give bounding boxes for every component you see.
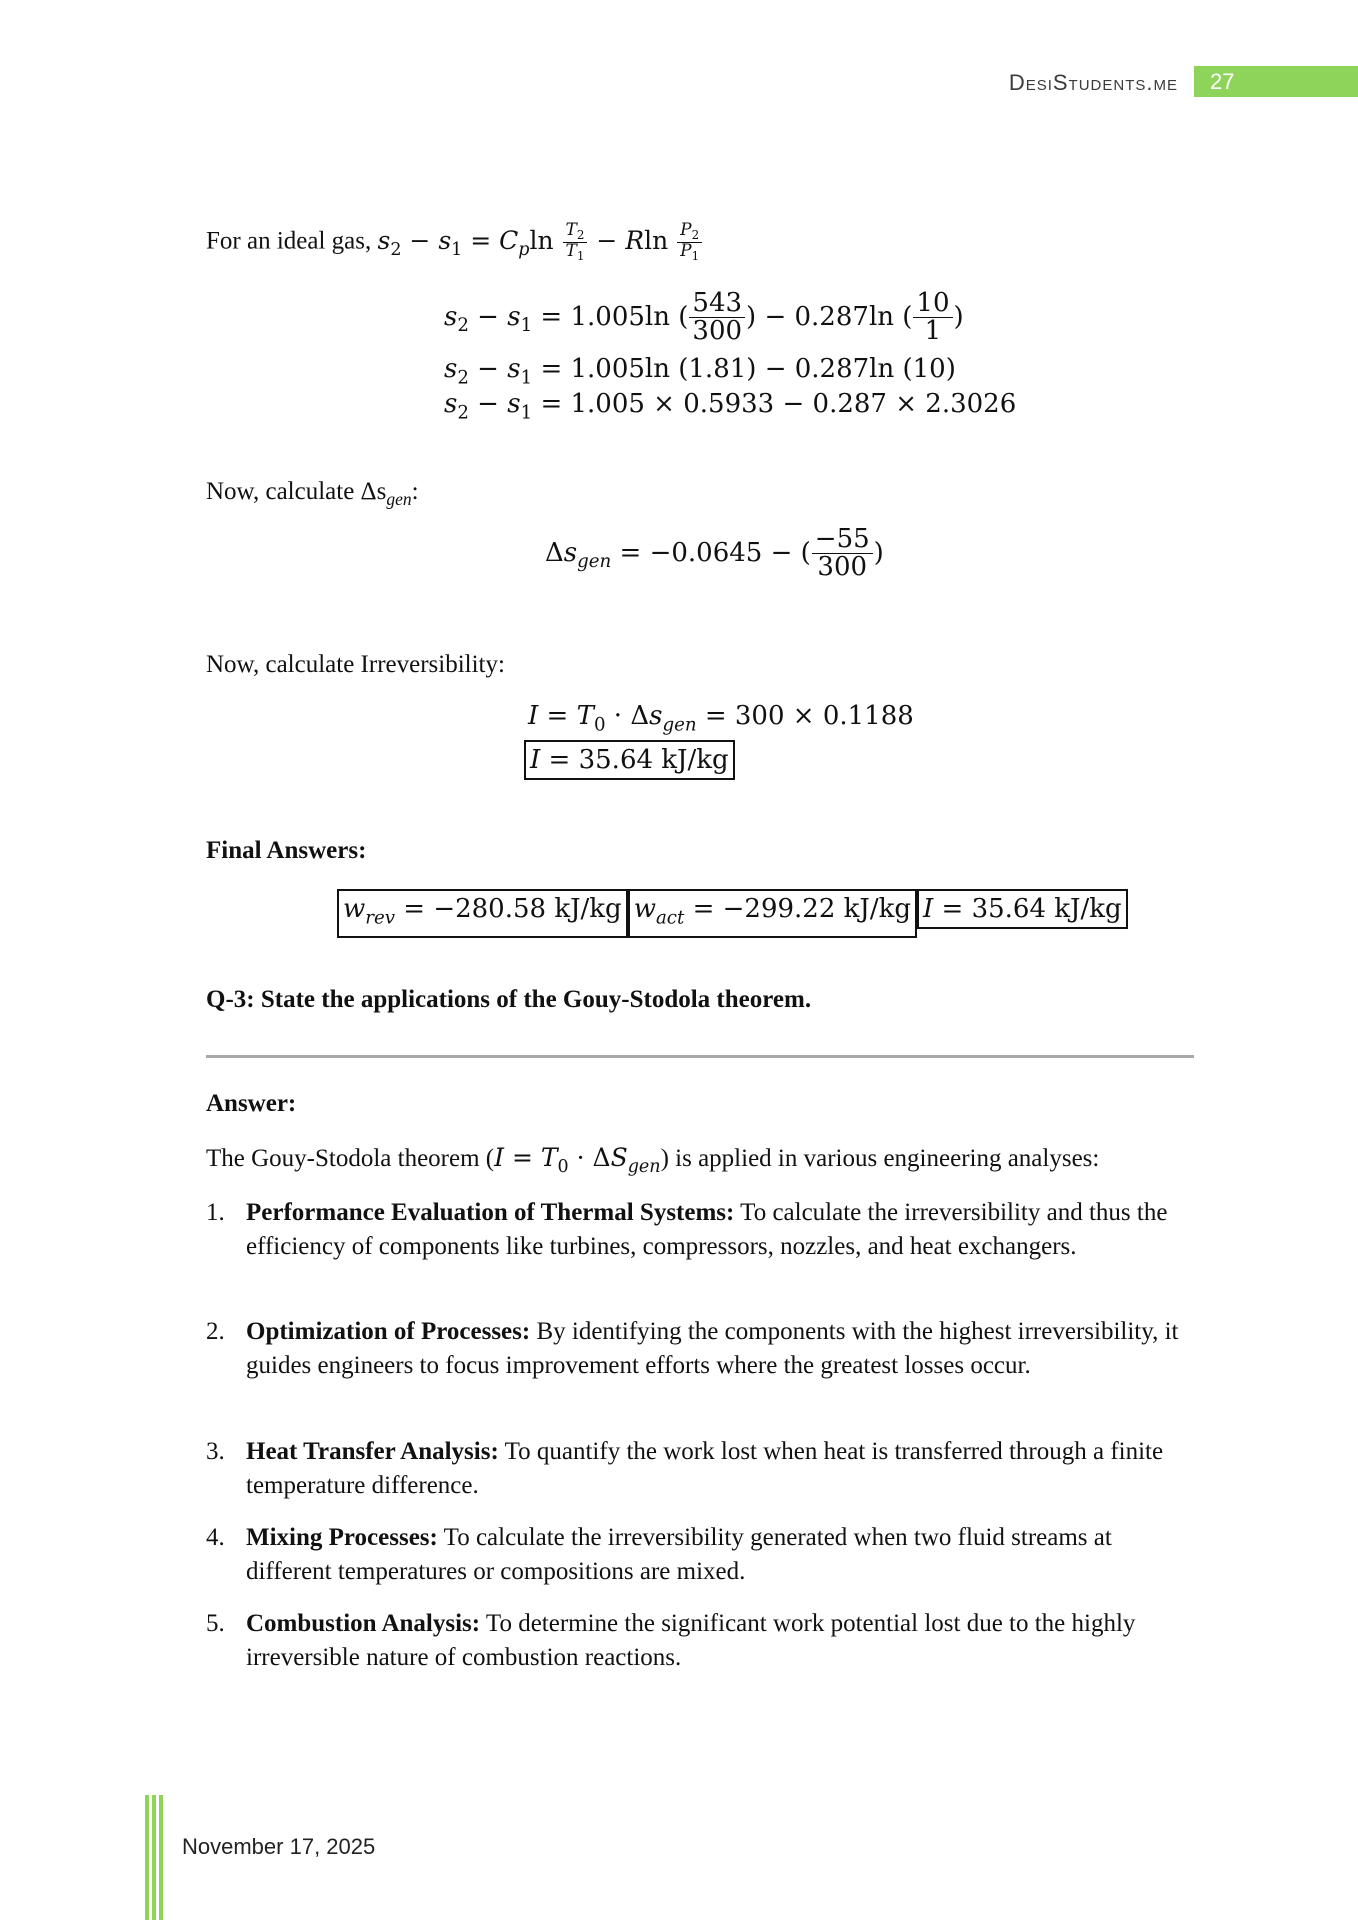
irrev-eq-1-rhs: = 300 × 0.1188 <box>704 701 914 731</box>
final-answers-heading: Final Answers: <box>206 837 367 864</box>
ratio-p: $\frac{P_2}{P_1}$ <box>677 222 702 262</box>
w-act-answer: $w_{act} = -299.22$ kJ/kg <box>628 889 917 938</box>
frac-neg55-300: $\frac{-55}{300}$ <box>812 526 873 582</box>
ideal-gas-formula: $s_2 - s_1 = C_p\ln$ $\frac{T_2}{T_1}$ − Rln $\frac{P_2}{P_1}$ <box>377 226 703 255</box>
irrev-eq-2 <box>524 740 735 780</box>
sgen-equation: $\Delta s_{gen} = -0.0645$ − ( $\frac{-55}{300}$ ) <box>545 524 884 583</box>
item-text: To determine the significant work potential lost due to the highly irreversible nature of combustion reactions. <box>246 1610 1136 1671</box>
ideal-gas-intro: For an ideal gas, <box>206 227 372 255</box>
item-title: Optimization of Processes: <box>246 1318 531 1345</box>
entropy-eq-3: $s_2 - s_1 = 1.005 \times 0.5933 - 0.287 \times 2.3026$ <box>444 389 1017 424</box>
item-text: To calculate the irreversibility generated when two fluid streams at different temperatures or compositions are mixed. <box>246 1524 1112 1585</box>
eq1-part-c: ) <box>953 301 964 332</box>
page-number: 27 <box>1210 69 1235 94</box>
item-title: Mixing Processes: <box>246 1524 438 1551</box>
sgen-eq-left: = −0.0645 − ( <box>619 537 811 568</box>
item-text: By identifying the components with the highest irreversibility, it guides engineers to focus improvement efforts where the greatest losses occur. <box>246 1318 1179 1379</box>
item-text: To calculate the irreversibility and thus the efficiency of components like turbines, compressors, nozzles, and heat exchangers. <box>246 1199 1168 1260</box>
item-title: Heat Transfer Analysis: <box>246 1438 499 1465</box>
final-answers-box <box>337 889 1128 938</box>
irrev-intro: Now, calculate Irreversibility: <box>206 651 505 678</box>
footer-date: November 17, 2025 <box>182 1834 376 1859</box>
answer-intro: The Gouy-Stodola theorem $(I = T_0 \cdot \Delta S_{gen})$ is applied in various engineering analyses: <box>206 1143 1100 1178</box>
question-heading: Q-3: State the applications of the Gouy-Stodola theorem. <box>206 986 812 1013</box>
frac-543-300: $\frac{543}{300}$ <box>689 290 745 346</box>
eq1-part-b: ) − 0.287ln ( <box>746 301 913 332</box>
answer-heading: Answer: <box>206 1090 297 1117</box>
site-name: DesiStudents.me <box>1008 70 1178 95</box>
ideal-gas-line <box>206 222 703 267</box>
footer-accent-bars <box>145 1795 165 1920</box>
section-divider <box>206 1055 1194 1058</box>
entropy-eq-1: $s_2 - s_1 = 1.005\ln$ ( $\frac{543}{300}$ ) − 0.287ln ( $\frac{10}{1}$ ) <box>444 288 964 347</box>
irrev-eq-1: $I = T_0 \cdot \Delta s_{gen} = 300 \times 0.1188$ <box>528 701 914 736</box>
eq1-part-a: 1.005ln ( <box>570 301 689 332</box>
w-rev-answer: $w_{rev} = -280.58$ kJ/kg <box>337 889 628 938</box>
ratio-t: $\frac{T_2}{T_1}$ <box>563 222 588 262</box>
item-text: To quantify the work lost when heat is transferred through a finite temperature difference. <box>246 1438 1164 1499</box>
entropy-eq-2: $s_2 - s_1 = 1.005\ln$ (1.81) − 0.287ln (10) <box>444 354 956 389</box>
item-title: Combustion Analysis: <box>246 1610 481 1637</box>
eq3-rhs: = 1.005 × 0.5933 − 0.287 × 2.3026 <box>540 389 1017 419</box>
sgen-intro: Now, calculate $\Delta s_{gen}$: <box>206 478 419 510</box>
eq2-rhs: = 1.005ln (1.81) − 0.287ln (10) <box>540 354 956 384</box>
frac-10-1: $\frac{10}{1}$ <box>913 290 952 346</box>
i-answer: I = 35.64 kJ/kg <box>917 889 1128 929</box>
item-title: Performance Evaluation of Thermal Systems: <box>246 1199 735 1226</box>
irrev-result-box: I = 35.64 kJ/kg <box>524 740 735 780</box>
